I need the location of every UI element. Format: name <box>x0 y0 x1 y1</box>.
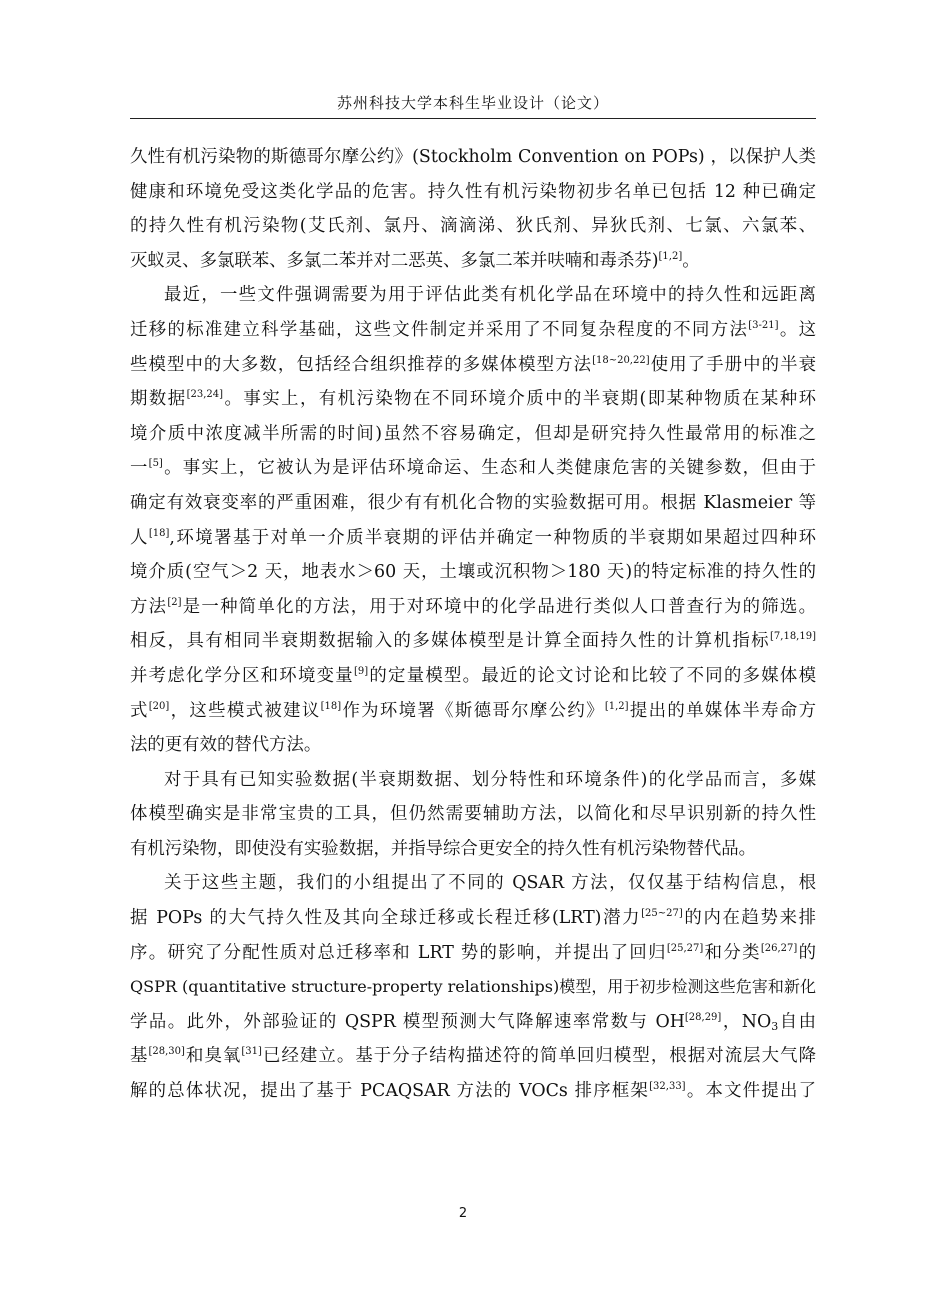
citation: [25~27] <box>641 908 683 920</box>
citation: [18] <box>320 700 342 712</box>
text-line: 人[18],环境署基于对单一介质半衰期的评估并确定一种物质的半衰期如果超过四种环 <box>130 527 816 548</box>
citation: [28,30] <box>148 1046 185 1058</box>
citation: [5] <box>148 458 163 470</box>
text-line: 有机污染物，即使没有实验数据，并指导综合更安全的持久性有机污染物替代品。 <box>130 838 757 859</box>
text-line: 关于这些主题，我们的小组提出了不同的 QSAR 方法，仅仅基于结构信息，根 <box>164 873 816 894</box>
citation: [25,27] <box>666 942 704 954</box>
citation: [23,24] <box>186 389 224 401</box>
header-divider <box>130 118 816 119</box>
citation: [28,29] <box>684 1011 722 1023</box>
citation: [18] <box>148 527 170 539</box>
text-line: 解的总体状况，提出了基于 PCAQSAR 方法的 VOCs 排序框架[32,33]。本文件提出了 <box>130 1081 816 1102</box>
citation: [7,18,19] <box>770 631 816 643</box>
text-line: 些模型中的大多数，包括经合组织推荐的多媒体模型方法[18~20,22]使用了手册中的半衰 <box>130 354 816 375</box>
citation: [9] <box>353 665 369 677</box>
page-number: 2 <box>458 1206 468 1221</box>
citation: [18~20,22] <box>592 354 650 366</box>
text-line: 确定有效衰变率的严重困难，很少有有机化合物的实验数据可用。根据 Klasmeier 等 <box>130 492 816 513</box>
citation: [2] <box>167 596 182 608</box>
text-line: 期数据[23,24]。事实上，有机污染物在不同环境介质中的半衰期(即某种物质在某种环 <box>130 389 816 410</box>
text-line: 一[5]。事实上，它被认为是评估环境命运、生态和人类健康危害的关键参数，但由于 <box>130 458 816 479</box>
text-line: 学品。此外，外部验证的 QSPR 模型预测大气降解速率常数与 OH[28,29]，$NO_3$自由 <box>130 1011 816 1033</box>
text-line: 最近，一些文件强调需要为用于评估此类有机化学品在环境中的持久性和远距离 <box>164 285 816 306</box>
citation: [1,2] <box>604 700 629 712</box>
text-line: 据 POPs 的大气持久性及其向全球迁移或长程迁移(LRT)潜力[25~27]的内在趋势来排 <box>130 908 816 929</box>
text-line: 的持久性有机污染物(艾氏剂、氯丹、滴滴涕、狄氏剂、异狄氏剂、七氯、六氯苯、 <box>130 216 816 237</box>
citation: [20] <box>148 700 170 712</box>
text-line: 基[28,30]和臭氧[31]已经建立。基于分子结构描述符的简单回归模型，根据对流层大气降 <box>130 1046 816 1067</box>
text-line: 境介质中浓度减半所需的时间)虽然不容易确定，但却是研究持久性最常用的标准之 <box>130 423 816 444</box>
paragraph <box>130 866 816 1108</box>
text-line: 迁移的标准建立科学基础，这些文件制定并采用了不同复杂程度的不同方法[3-21]。这 <box>130 319 816 340</box>
text-line: 相反，具有相同半衰期数据输入的多媒体模型是计算全面持久性的计算机指标[7,18,19] <box>130 631 816 652</box>
citation: [3-21] <box>748 319 779 331</box>
citation: [1,2] <box>658 250 683 262</box>
text-line: 并考虑化学分区和环境变量[9]的定量模型。最近的论文讨论和比较了不同的多媒体模 <box>130 665 816 686</box>
paragraph <box>130 140 816 278</box>
subscript: 3 <box>771 1019 779 1033</box>
text-line: 健康和环境免受这类化学品的危害。持久性有机污染物初步名单已包括 12 种已确定 <box>130 181 816 202</box>
text-line: 式[20]，这些模式被建议[18]作为环境署《斯德哥尔摩公约》[1,2]提出的单媒体半寿命方 <box>130 700 816 721</box>
citation: [32,33] <box>649 1081 686 1093</box>
text-line: 境介质(空气＞2 天，地表水＞60 天，土壤或沉积物＞180 天)的特定标准的持久性的 <box>130 562 816 583</box>
citation: [31] <box>241 1046 262 1058</box>
page-header-title: 苏州科技大学本科生毕业设计（论文） <box>336 94 609 112</box>
paragraph <box>130 763 816 867</box>
text-line: 体模型确实是非常宝贵的工具，但仍然需要辅助方法，以简化和尽早识别新的持久性 <box>130 804 816 825</box>
text-line: 方法[2]是一种简单化的方法，用于对环境中的化学品进行类似人口普查行为的筛选。 <box>130 596 816 617</box>
text-line: 序。研究了分配性质对总迁移率和 LRT 势的影响，并提出了回归[25,27]和分类[26,27]的 <box>130 942 816 963</box>
text-line: 久性有机污染物的斯德哥尔摩公约》(Stockholm Convention on POPs) ，以保护人类 <box>130 147 816 167</box>
text-line: 法的更有效的替代方法。 <box>130 735 322 756</box>
text-line: 灭蚁灵、多氯联苯、多氯二苯并对二恶英、多氯二苯并呋喃和毒杀芬)[1,2]。 <box>130 250 700 271</box>
text-line: 对于具有已知实验数据(半衰期数据、划分特性和环境条件)的化学品而言，多媒 <box>164 769 816 790</box>
citation: [26,27] <box>760 942 798 954</box>
body-text <box>130 140 816 1109</box>
text-line: QSPR (quantitative structure-property relationships)模型，用于初步检测这些危害和新化 <box>130 977 816 997</box>
paragraph <box>130 278 816 762</box>
